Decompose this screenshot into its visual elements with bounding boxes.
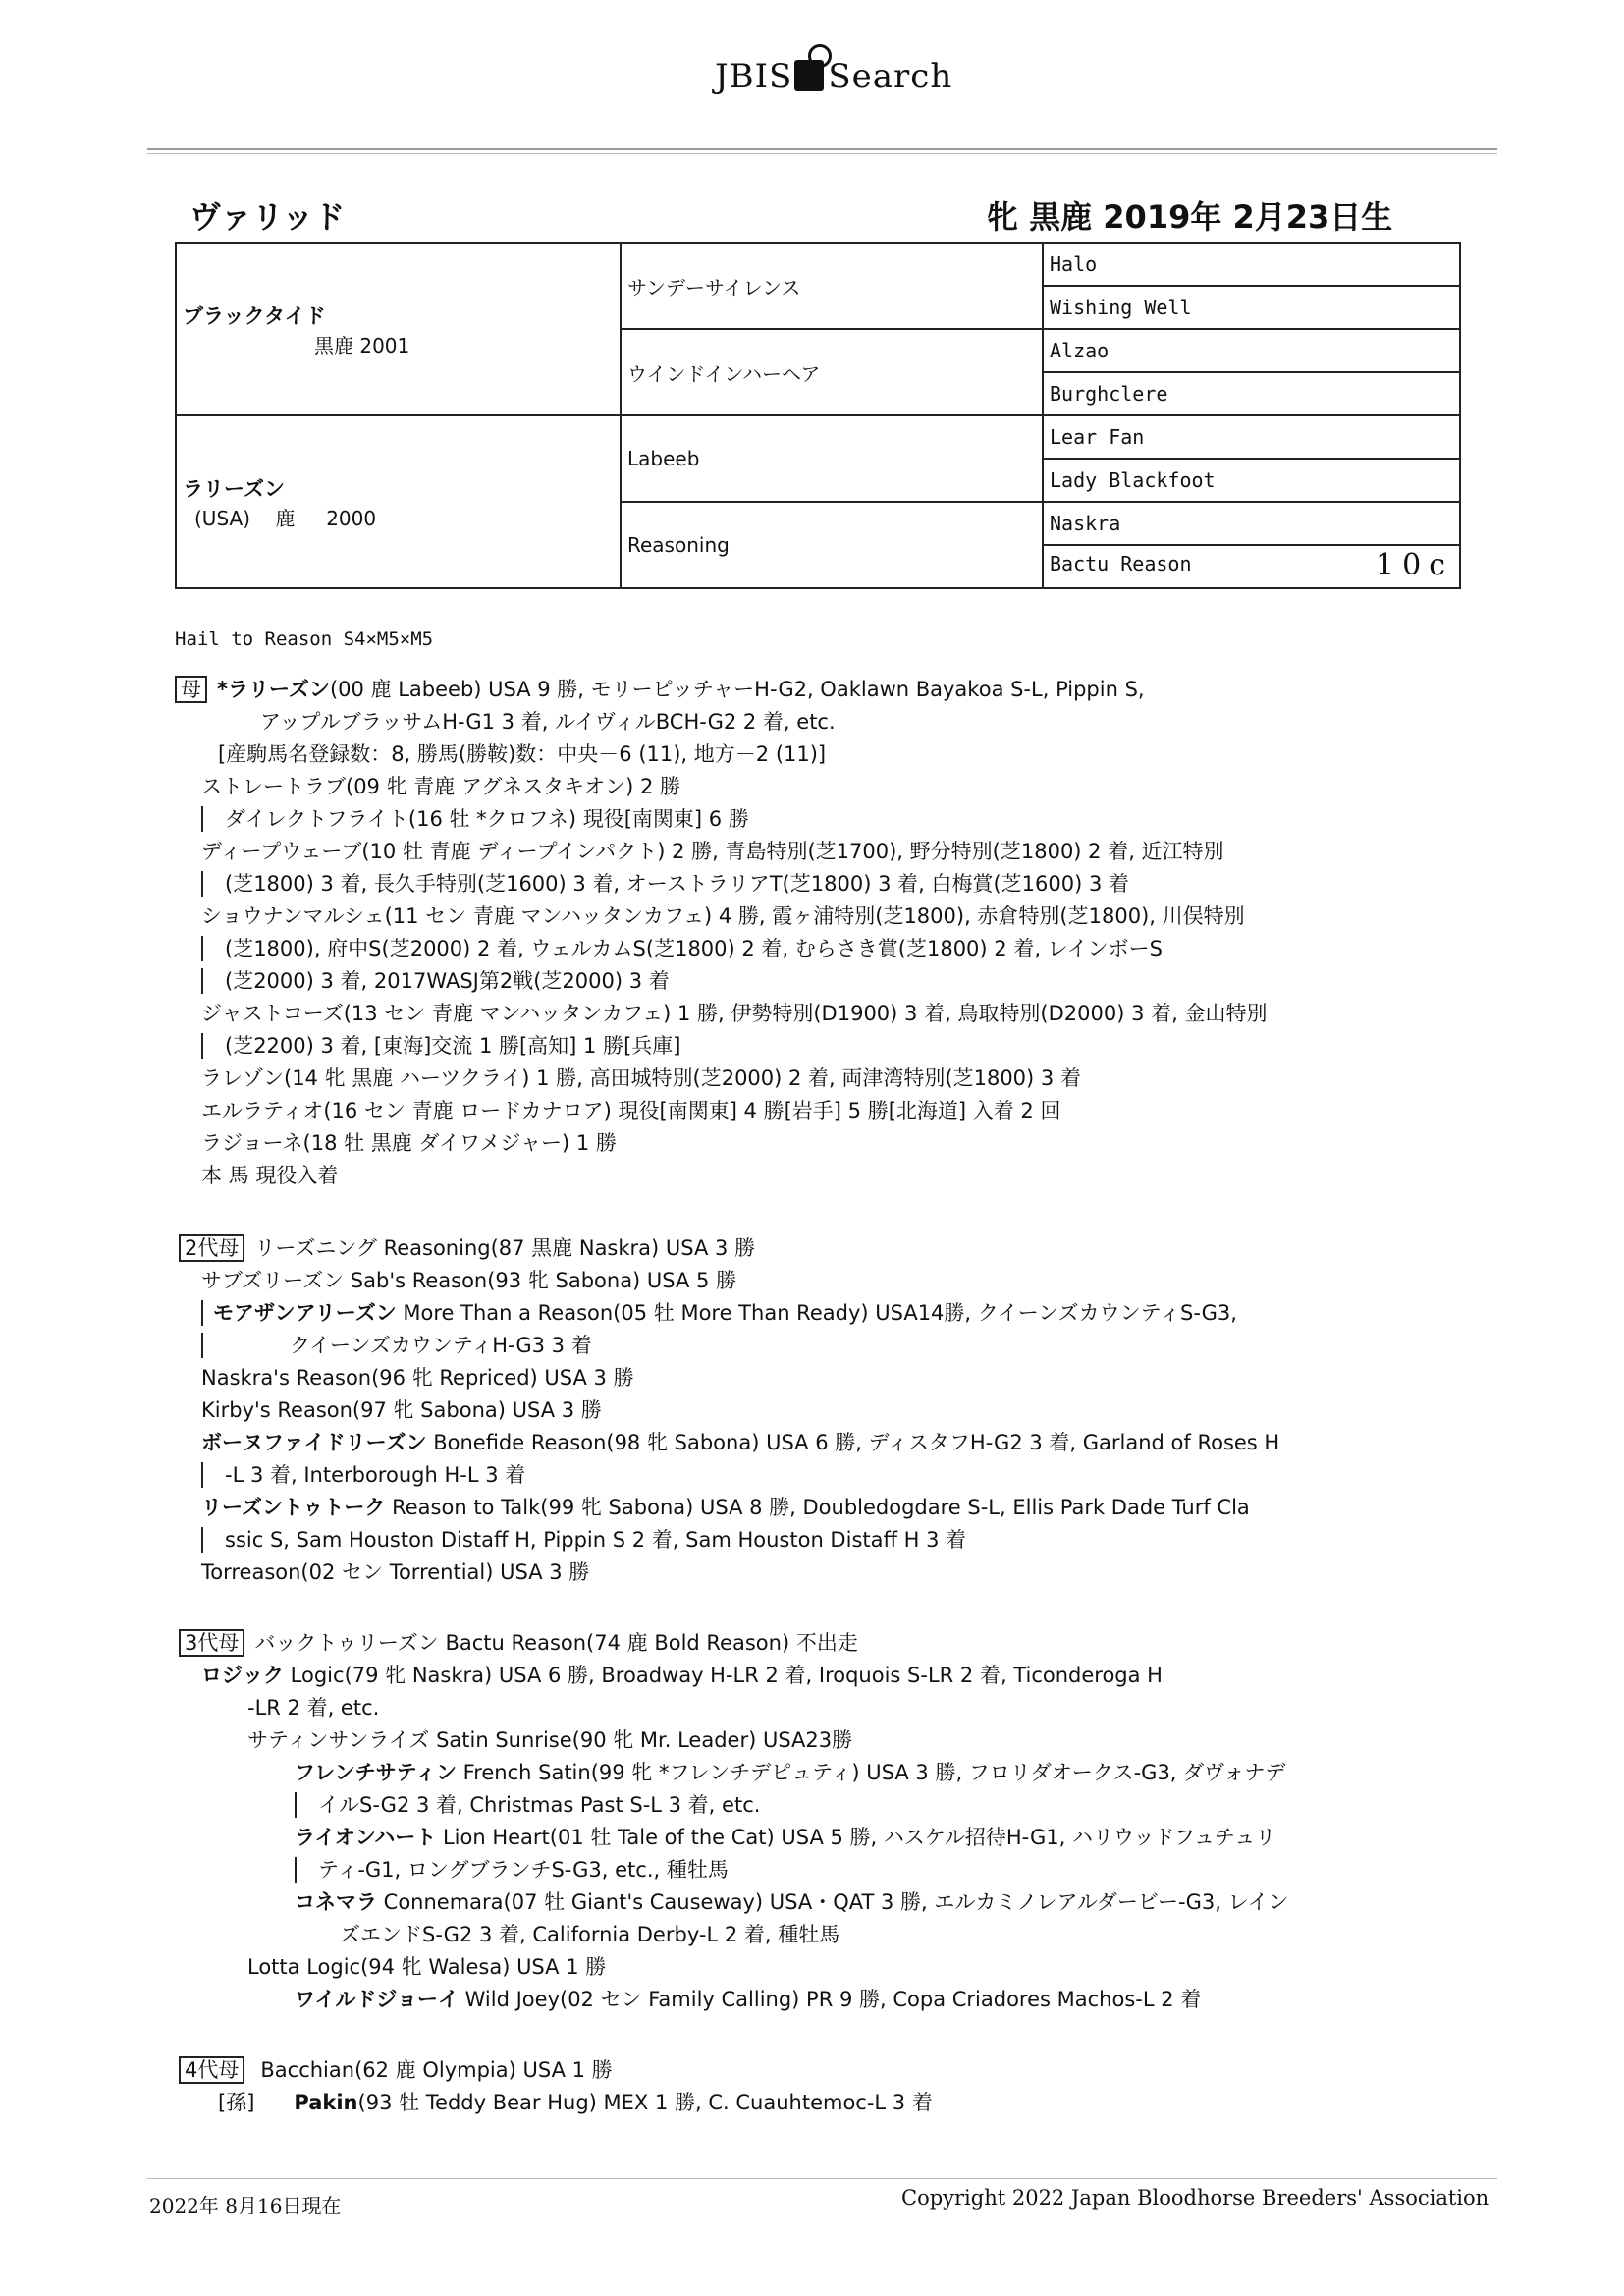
family-line: [201, 1524, 966, 1556]
dam-record: (00 鹿 Labeeb) USA 9 勝, モリーピッチャーH-G2, Oaklawn Bayakoa S-L, Pippin S,: [329, 678, 1145, 701]
second-dam-headline: [179, 1232, 755, 1264]
produce-line: ディープウェーブ(10 牡 青鹿 ディープインパクト) 2 勝, 青島特別(芝1700), 野分特別(芝1800) 2 着, 近江特別: [201, 840, 1224, 863]
family-line-text: ティ-G1, ロングブランチS-G3, etc., 種牡馬: [318, 1858, 729, 1882]
tree-bar: [201, 871, 203, 897]
tree-bar: [201, 1033, 203, 1059]
family-line: [201, 1297, 1237, 1329]
horse-name: ヴァリッド: [189, 198, 346, 236]
family-line: [218, 2087, 933, 2118]
tree-bar: [295, 1857, 297, 1883]
dam-name-bold: *ラリーズン: [217, 678, 330, 701]
produce-line: ラジョーネ(18 牡 黒鹿 ダイワメジャー) 1 勝: [201, 1131, 617, 1155]
produce-line: エルラティオ(16 セン 青鹿 ロードカナロア) 現役[南関東] 4 勝[岩手] 5 勝[北海道] 入着 2 回: [201, 1099, 1061, 1122]
copyright: Copyright 2022 Japan Bloodhorse Breeders' Association: [901, 2186, 1489, 2210]
family-line: [295, 1919, 839, 1950]
gg-cell: Lady Blackfoot: [1043, 459, 1460, 502]
family-line: Lotta Logic(94 牝 Walesa) USA 1 勝: [247, 1955, 607, 1979]
family-line-text: Logic(79 牝 Naskra) USA 6 勝, Broadway H-LR 2 着, Iroquois S-LR 2 着, Ticonderoga H: [284, 1664, 1163, 1687]
produce-line: ショウナンマルシェ(11 セン 青鹿 マンハッタンカフェ) 4 勝, 霞ヶ浦特別(芝1800), 赤倉特別(芝1800), 川俣特別: [201, 904, 1245, 928]
stakes-horse-name: コネマラ: [295, 1890, 377, 1914]
stakes-horse-name: ライオンハート: [295, 1826, 437, 1849]
produce-line: [201, 803, 749, 835]
produce-line: 本 馬 現役入着: [201, 1164, 339, 1187]
family-line-text: Lion Heart(01 牡 Tale of the Cat) USA 5 勝, ハスケル招待H-G1, ハリウッドフュチュリ: [436, 1826, 1276, 1849]
family-line-text: ズエンドS-G2 3 着, California Derby-L 2 着, 種牡馬: [340, 1923, 840, 1946]
family-line: [295, 1789, 760, 1821]
family-line-text: (93 牡 Teddy Bear Hug) MEX 1 勝, C. Cuauhtemoc-L 3 着: [357, 2091, 933, 2114]
produce-line: [201, 1030, 680, 1062]
family-line-text: Bonefide Reason(98 牝 Sabona) USA 6 勝, ディスタフH-G2 3 着, Garland of Roses H: [426, 1431, 1280, 1454]
produce-line-text: (芝2000) 3 着, 2017WASJ第2戦(芝2000) 3 着: [225, 969, 670, 993]
dam-sire-cell: Labeeb: [621, 415, 1043, 502]
sire-cell: [176, 243, 621, 415]
family-line: [201, 1427, 1279, 1458]
produce-line: ジャストコーズ(13 セン 青鹿 マンハッタンカフェ) 1 勝, 伊勢特別(D1900) 3 着, 鳥取特別(D2000) 3 着, 金山特別: [201, 1002, 1268, 1025]
family-line: -LR 2 着, etc.: [247, 1696, 380, 1720]
tree-bar: [201, 1527, 203, 1553]
family-line: [295, 1886, 1289, 1918]
family-line-text: Reason to Talk(99 牝 Sabona) USA 8 勝, Doubledogdare S-L, Ellis Park Dade Turf Cla: [385, 1496, 1250, 1519]
stakes-horse-name: ロジック: [201, 1664, 284, 1687]
family-line: [201, 1660, 1163, 1691]
dam-dam-cell: Reasoning: [621, 502, 1043, 588]
gg-cell: Lear Fan: [1043, 415, 1460, 459]
family-line: [201, 1459, 525, 1491]
section-tag: 2代母: [179, 1234, 244, 1262]
family-line: [295, 1822, 1275, 1853]
sire-info: 黒鹿 2001: [314, 333, 410, 357]
family-line: [295, 1854, 729, 1886]
gg-cell: Alzao: [1043, 329, 1460, 372]
section-tag: 4代母: [179, 2056, 244, 2084]
stakes-horse-name: ボーヌファイドリーズン: [201, 1431, 427, 1454]
family-number: 10c: [1376, 547, 1453, 582]
gg-cell: Burghclere: [1043, 372, 1460, 415]
dam-produce-summary: [産駒馬名登録数：8, 勝馬(勝鞍)数：中央－6 (11), 地方－2 (11)]: [218, 742, 827, 766]
section-tag: 母: [175, 676, 207, 703]
third-dam-record: バックトゥリーズン Bactu Reason(74 鹿 Bold Reason) 不出走: [254, 1631, 858, 1655]
tree-bar: [201, 806, 203, 832]
family-line: Kirby's Reason(97 牝 Sabona) USA 3 勝: [201, 1398, 602, 1422]
family-line-text: -L 3 着, Interborough H-L 3 着: [225, 1463, 526, 1487]
tree-bar: [201, 1300, 203, 1326]
family-line: [201, 1492, 1250, 1523]
family-line-text: Wild Joey(02 セン Family Calling) PR 9 勝, Copa Criadores Machos-L 2 着: [458, 1988, 1202, 2011]
logo-text-search: Search: [828, 57, 953, 96]
family-line: [295, 1984, 1201, 2015]
produce-line: [201, 933, 1163, 964]
family-line-text: More Than a Reason(05 牡 More Than Ready) USA14勝, クイーンズカウンティS-G3,: [396, 1301, 1237, 1325]
sire-dam-cell: ウインドインハーヘア: [621, 329, 1043, 415]
gg-cell: Naskra: [1043, 502, 1460, 545]
family-line: Torreason(02 セン Torrential) USA 3 勝: [201, 1560, 590, 1584]
produce-line: ラレゾン(14 牝 黒鹿 ハーツクライ) 1 勝, 高田城特別(芝2000) 2 着, 両津湾特別(芝1800) 3 着: [201, 1066, 1081, 1090]
inbreeding-note: Hail to Reason S4×M5×M5: [175, 629, 434, 650]
stakes-horse-name: リーズントゥトーク: [201, 1496, 386, 1519]
stakes-horse-name: モアザンアリーズン: [213, 1301, 397, 1325]
produce-line-text: ダイレクトフライト(16 牡 *クロフネ) 現役[南関東] 6 勝: [225, 807, 749, 831]
stakes-horse-name: フレンチサティン: [295, 1761, 457, 1784]
gg-cell: [1043, 545, 1460, 588]
stakes-horse-name: Pakin: [294, 2091, 358, 2114]
pedigree-table: [175, 242, 1461, 589]
sire-sire-cell: サンデーサイレンス: [621, 243, 1043, 329]
produce-line-text: (芝1800) 3 着, 長久手特別(芝1600) 3 着, オーストラリアT(芝1800) 3 着, 白梅賞(芝1600) 3 着: [225, 872, 1129, 896]
dam-cell: [176, 415, 621, 588]
tree-bar: [201, 936, 203, 961]
fourth-dam-headline: [179, 2054, 613, 2086]
footer-rule: [147, 2178, 1497, 2179]
jbis-search-logo: [715, 57, 952, 96]
produce-line-text: (芝1800), 府中S(芝2000) 2 着, ウェルカムS(芝1800) 2 着, むらさき賞(芝1800) 2 着, レインボーS: [225, 937, 1163, 960]
produce-line-text: (芝2200) 3 着, [東海]交流 1 勝[高知] 1 勝[兵庫]: [225, 1034, 681, 1058]
header-rule-thin: [147, 153, 1497, 154]
family-line: サティンサンライズ Satin Sunrise(90 牝 Mr. Leader) USA23勝: [247, 1728, 853, 1752]
tree-bar: [201, 1333, 203, 1358]
family-line-text: Connemara(07 牡 Giant's Causeway) USA・QAT 3 勝, エルカミノレアルダービー-G3, レイン: [377, 1890, 1289, 1914]
produce-line: [201, 965, 670, 997]
gg-cell: Wishing Well: [1043, 286, 1460, 329]
sire-name: ブラックタイド: [183, 303, 326, 328]
dam-name: ラリーズン: [183, 476, 285, 501]
family-line: [295, 1757, 1285, 1788]
horse-magnifier-icon: [794, 60, 824, 91]
section-tag: 3代母: [179, 1629, 244, 1657]
report-date: 2022年 8月16日現在: [149, 2194, 342, 2217]
third-dam-headline: [179, 1627, 858, 1659]
header-rule: [147, 148, 1497, 150]
tree-bar: [201, 1462, 203, 1488]
tree-bar: [201, 968, 203, 994]
tree-bar: [295, 1792, 297, 1818]
produce-line: ストレートラブ(09 牝 青鹿 アグネスタキオン) 2 勝: [201, 775, 681, 798]
stakes-horse-name: ワイルドジョーイ: [295, 1988, 459, 2011]
fourth-dam-record: Bacchian(62 鹿 Olympia) USA 1 勝: [260, 2058, 613, 2082]
family-line: サブズリーズン Sab's Reason(93 牝 Sabona) USA 5 勝: [201, 1269, 737, 1292]
family-line: [201, 1330, 592, 1361]
logo-text-jbis: JBIS: [715, 57, 793, 96]
grandchild-marker: [孫]: [218, 2091, 255, 2114]
family-line-text: クイーンズカウンティH-G3 3 着: [290, 1334, 592, 1357]
horse-info: 牝 黒鹿 2019年 2月23日生: [987, 198, 1393, 236]
family-line: Naskra's Reason(96 牝 Repriced) USA 3 勝: [201, 1366, 634, 1390]
dam-headline: [175, 674, 1145, 705]
dam-record-cont: アップルブラッサムH-G1 3 着, ルイヴィルBCH-G2 2 着, etc.: [260, 710, 836, 734]
second-dam-record: リーズニング Reasoning(87 黒鹿 Naskra) USA 3 勝: [254, 1236, 756, 1260]
family-line-text: イルS-G2 3 着, Christmas Past S-L 3 着, etc.: [318, 1793, 761, 1817]
produce-line: [201, 868, 1129, 900]
family-line-text: ssic S, Sam Houston Distaff H, Pippin S 2 着, Sam Houston Distaff H 3 着: [225, 1528, 967, 1552]
family-line-text: French Satin(99 牝 *フレンチデピュティ) USA 3 勝, フロリダオークス-G3, ダヴォナデ: [456, 1761, 1286, 1784]
gg-cell: Halo: [1043, 243, 1460, 286]
gg-name: Bactu Reason: [1050, 551, 1192, 575]
dam-info: (USA) 鹿 2000: [194, 506, 377, 530]
